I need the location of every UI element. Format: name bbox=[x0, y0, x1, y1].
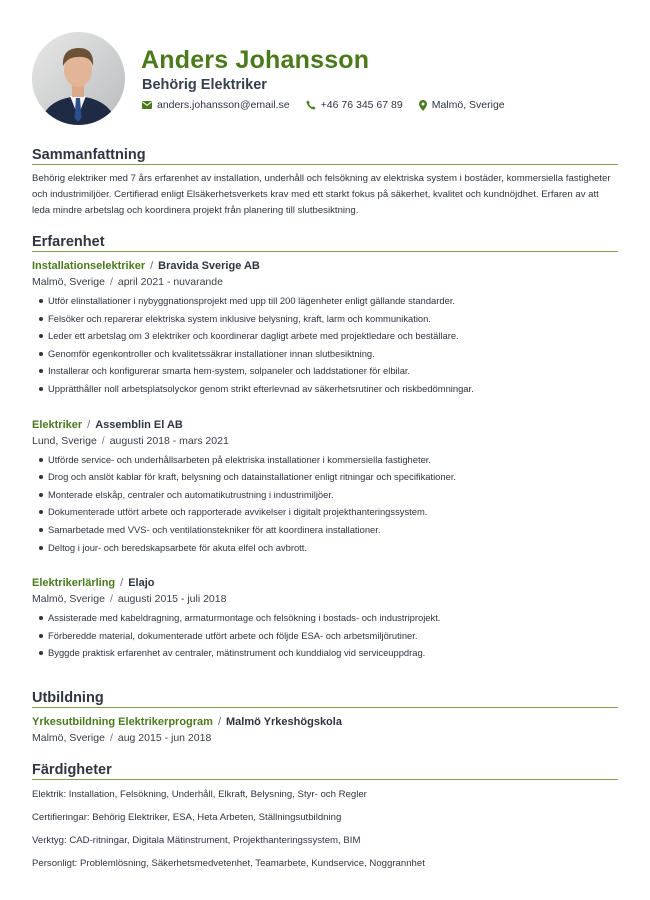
job-bullets bbox=[32, 609, 618, 662]
phone-icon bbox=[306, 100, 316, 110]
separator: / bbox=[150, 260, 154, 272]
education-section bbox=[32, 690, 618, 746]
experience-section bbox=[32, 234, 618, 662]
separator: / bbox=[109, 276, 113, 288]
list-item: Utförde service- och underhållsarbeten på elektriska installationer i kommersiella fastigheter. bbox=[48, 451, 618, 469]
list-item: Byggde praktisk erfarenhet av centraler, mätinstrument och kunddialog vid serviceuppdrag. bbox=[48, 644, 618, 662]
contact-phone[interactable] bbox=[306, 99, 403, 111]
skill-line: Personligt: Problemlösning, Säkerhetsmedvetenhet, Teamarbete, Kundservice, Noggrannhet bbox=[32, 858, 425, 869]
job-role: Elektriker bbox=[32, 418, 83, 431]
job-bullets bbox=[32, 292, 618, 398]
skill-line: Certifieringar: Behörig Elektriker, ESA, Heta Arbeten, Ställningsutbildning bbox=[32, 812, 342, 823]
list-item: Upprätthåller noll arbetsplatsolyckor genom strikt efterlevnad av säkerhetsrutiner och riskbedömningar. bbox=[48, 380, 618, 398]
envelope-icon bbox=[142, 101, 152, 109]
profile-photo bbox=[32, 32, 125, 125]
list-item: Leder ett arbetslag om 3 elektriker och koordinerar dagligt arbete med projektledare och beställare. bbox=[48, 327, 618, 345]
education-program: Yrkesutbildning Elektrikerprogram bbox=[32, 716, 213, 728]
job-bullets bbox=[32, 451, 618, 557]
job-role: Installationselektriker bbox=[32, 260, 146, 272]
email-text: anders.johansson@email.se bbox=[157, 99, 290, 111]
job-meta bbox=[32, 274, 618, 290]
summary-section bbox=[32, 147, 618, 219]
education-meta bbox=[32, 730, 618, 746]
separator: / bbox=[109, 732, 113, 744]
job-header bbox=[32, 575, 618, 591]
job-entry bbox=[32, 575, 618, 662]
job-role: Elektrikerlärling bbox=[32, 577, 116, 590]
job-company: Bravida Sverige AB bbox=[158, 260, 260, 272]
summary-text: Behörig elektriker med 7 års erfarenhet av installation, underhåll och felsökning av elektriska system i bostäder, kommersiella fastigheter och industrimiljöer. Certifierad enligt Elsäkerhetsverkets krav med ett starkt fokus på säkerhet, kvalitet och kundnöjdhet. Erfaren av att leda mindre arbetslag och koordinera projekt från planering till slutbesiktning. bbox=[32, 173, 611, 216]
job-header bbox=[32, 417, 618, 433]
education-dates: aug 2015 - jun 2018 bbox=[117, 732, 212, 744]
education-header bbox=[32, 714, 618, 730]
job-company: Elajo bbox=[128, 577, 155, 590]
list-item: Förberedde material, dokumenterade utfört arbete och följde ESA- och arbetsmiljörutiner. bbox=[48, 627, 618, 645]
phone-text: +46 76 345 67 89 bbox=[320, 99, 403, 111]
list-item: Drog och anslöt kablar för kraft, belysning och datainstallationer enligt ritningar och specifikationer. bbox=[48, 468, 618, 486]
contact-email[interactable] bbox=[142, 99, 290, 111]
skill-line: Verktyg: CAD-ritningar, Digitala Mätinstrument, Projekthanteringssystem, BIM bbox=[32, 835, 361, 846]
list-item: Assisterade med kabeldragning, armaturmontage och felsökning i bostads- och industriprojekt. bbox=[48, 609, 618, 627]
list-item: Samarbetade med VVS- och ventilationstekniker för att koordinera installationer. bbox=[48, 521, 618, 539]
job-header bbox=[32, 258, 618, 274]
experience-heading: Erfarenhet bbox=[32, 234, 618, 252]
location-text: Malmö, Sverige bbox=[431, 99, 505, 111]
separator: / bbox=[109, 593, 113, 606]
separator: / bbox=[101, 434, 105, 447]
separator: / bbox=[217, 716, 221, 728]
candidate-name: Anders Johansson bbox=[141, 46, 370, 74]
location-pin-icon bbox=[419, 100, 427, 111]
skills-section bbox=[32, 762, 618, 871]
separator: / bbox=[87, 418, 91, 431]
job-dates: augusti 2015 - juli 2018 bbox=[117, 593, 227, 606]
job-meta bbox=[32, 591, 618, 607]
list-item: Deltog i jour- och beredskapsarbete för akuta elfel och avbrott. bbox=[48, 539, 618, 557]
skills-heading: Färdigheter bbox=[32, 762, 618, 780]
job-location: Lund, Sverige bbox=[32, 434, 97, 447]
list-item: Dokumenterade utfört arbete och rapporterade avvikelser i digitalt projekthanteringssystem. bbox=[48, 503, 618, 521]
separator: / bbox=[120, 577, 124, 590]
resume-header bbox=[32, 32, 622, 127]
job-title: Behörig Elektriker bbox=[142, 77, 267, 93]
list-item: Installerar och konfigurerar smarta hem-system, solpaneler och laddstationer för elbilar. bbox=[48, 362, 618, 380]
job-dates: augusti 2018 - mars 2021 bbox=[109, 434, 229, 447]
contact-location bbox=[419, 99, 505, 111]
skill-line: Elektrik: Installation, Felsökning, Underhåll, Elkraft, Belysning, Styr- och Regler bbox=[32, 789, 367, 800]
summary-heading: Sammanfattning bbox=[32, 147, 618, 165]
education-location: Malmö, Sverige bbox=[32, 732, 105, 744]
job-entry bbox=[32, 417, 618, 557]
list-item: Utför elinstallationer i nybyggnationsprojekt med upp till 200 lägenheter enligt gällande standarder. bbox=[48, 292, 618, 310]
job-meta bbox=[32, 433, 618, 449]
education-heading: Utbildning bbox=[32, 690, 618, 708]
job-location: Malmö, Sverige bbox=[32, 276, 105, 288]
job-entry bbox=[32, 258, 618, 398]
list-item: Felsöker och reparerar elektriska system inklusive belysning, kraft, larm och kommunikation. bbox=[48, 310, 618, 328]
list-item: Genomför egenkontroller och kvalitetssäkrar installationer innan slutbesiktning. bbox=[48, 345, 618, 363]
list-item: Monterade elskåp, centraler och automatikutrustning i industrimiljöer. bbox=[48, 486, 618, 504]
education-school: Malmö Yrkeshögskola bbox=[226, 716, 342, 728]
job-dates: april 2021 - nuvarande bbox=[117, 276, 223, 288]
job-company: Assemblin El AB bbox=[95, 418, 183, 431]
contact-info bbox=[142, 99, 505, 111]
job-location: Malmö, Sverige bbox=[32, 593, 105, 606]
